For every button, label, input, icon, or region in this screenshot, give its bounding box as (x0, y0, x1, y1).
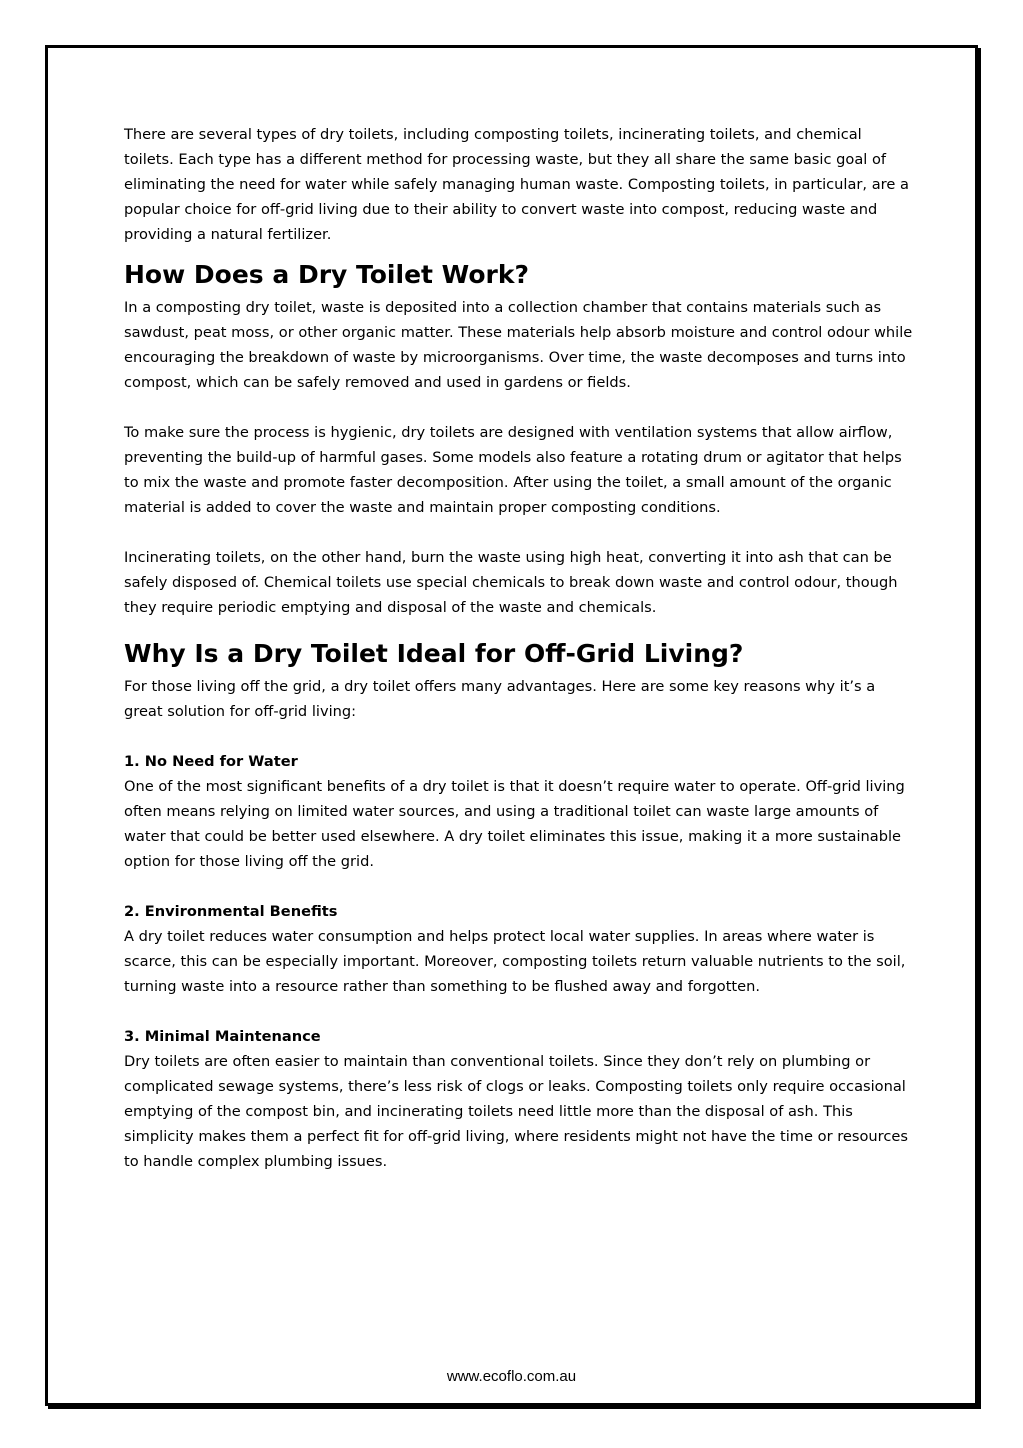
reason-text-water: One of the most significant benefits of a dry toilet is that it doesn’t require water to operate. Off-grid living often means relying on limited water sources, and using a traditional toilet can waste large amounts of water that could be better used elsewhere. A dry toilet eliminates this issue, making it a more sustainable option for those living off the grid. (124, 778, 905, 870)
paragraph-composting: In a composting dry toilet, waste is deposited into a collection chamber that contains materials such as sawdust, peat moss, or other organic matter. These materials help absorb moisture and control odour while encouraging the breakdown of waste by microorganisms. Over time, the waste decomposes and turns into compost, which can be safely removed and used in gardens or fields. (124, 299, 913, 391)
paragraph-hygiene: To make sure the process is hygienic, dry toilets are designed with ventilation systems that allow airflow, preventing the build-up of harmful gases. Some models also feature a rotating drum or agitator that helps to mix the waste and promote faster decomposition. After using the toilet, a small amount of the organic material is added to cover the waste and maintain proper composting conditions. (124, 424, 902, 516)
reason-text-environment: A dry toilet reduces water consumption and helps protect local water supplies. In areas where water is scarce, this can be especially important. Moreover, composting toilets return valuable nutrients to the soil, turning waste into a resource rather than something to be flushed away and forgotten. (124, 928, 906, 995)
document-body (124, 122, 914, 1174)
intro-paragraph: There are several types of dry toilets, including composting toilets, incinerating toilets, and chemical toilets. Each type has a different method for processing waste, but they all share the same basic goal of eliminating the need for water while safely managing human waste. Composting toilets, in particular, are a popular choice for off-grid living due to their ability to convert waste into compost, reducing waste and providing a natural fertilizer. (124, 126, 909, 243)
section-heading-how-it-works: How Does a Dry Toilet Work? (124, 260, 529, 289)
footer-url: www.ecoflo.com.au (446, 1368, 577, 1385)
reason-title-water: 1. No Need for Water (124, 753, 298, 770)
paragraph-incinerating: Incinerating toilets, on the other hand, burn the waste using high heat, converting it into ash that can be safely disposed of. Chemical toilets use special chemicals to break down waste and control odour, though they require periodic emptying and disposal of the waste and chemicals. (124, 549, 898, 616)
paragraph-off-grid-intro: For those living off the grid, a dry toilet offers many advantages. Here are some key reasons why it’s a great solution for off-grid living: (124, 678, 876, 720)
reason-title-environment: 2. Environmental Benefits (124, 903, 338, 920)
section-heading-off-grid: Why Is a Dry Toilet Ideal for Off-Grid Living? (124, 639, 744, 668)
reason-title-maintenance: 3. Minimal Maintenance (124, 1028, 321, 1045)
reason-text-maintenance: Dry toilets are often easier to maintain than conventional toilets. Since they don’t rely on plumbing or complicated sewage systems, there’s less risk of clogs or leaks. Composting toilets only require occasional emptying of the compost bin, and incinerating toilets need little more than the disposal of ash. This simplicity makes them a perfect fit for off-grid living, where residents might not have the time or resources to handle complex plumbing issues. (124, 1053, 908, 1170)
